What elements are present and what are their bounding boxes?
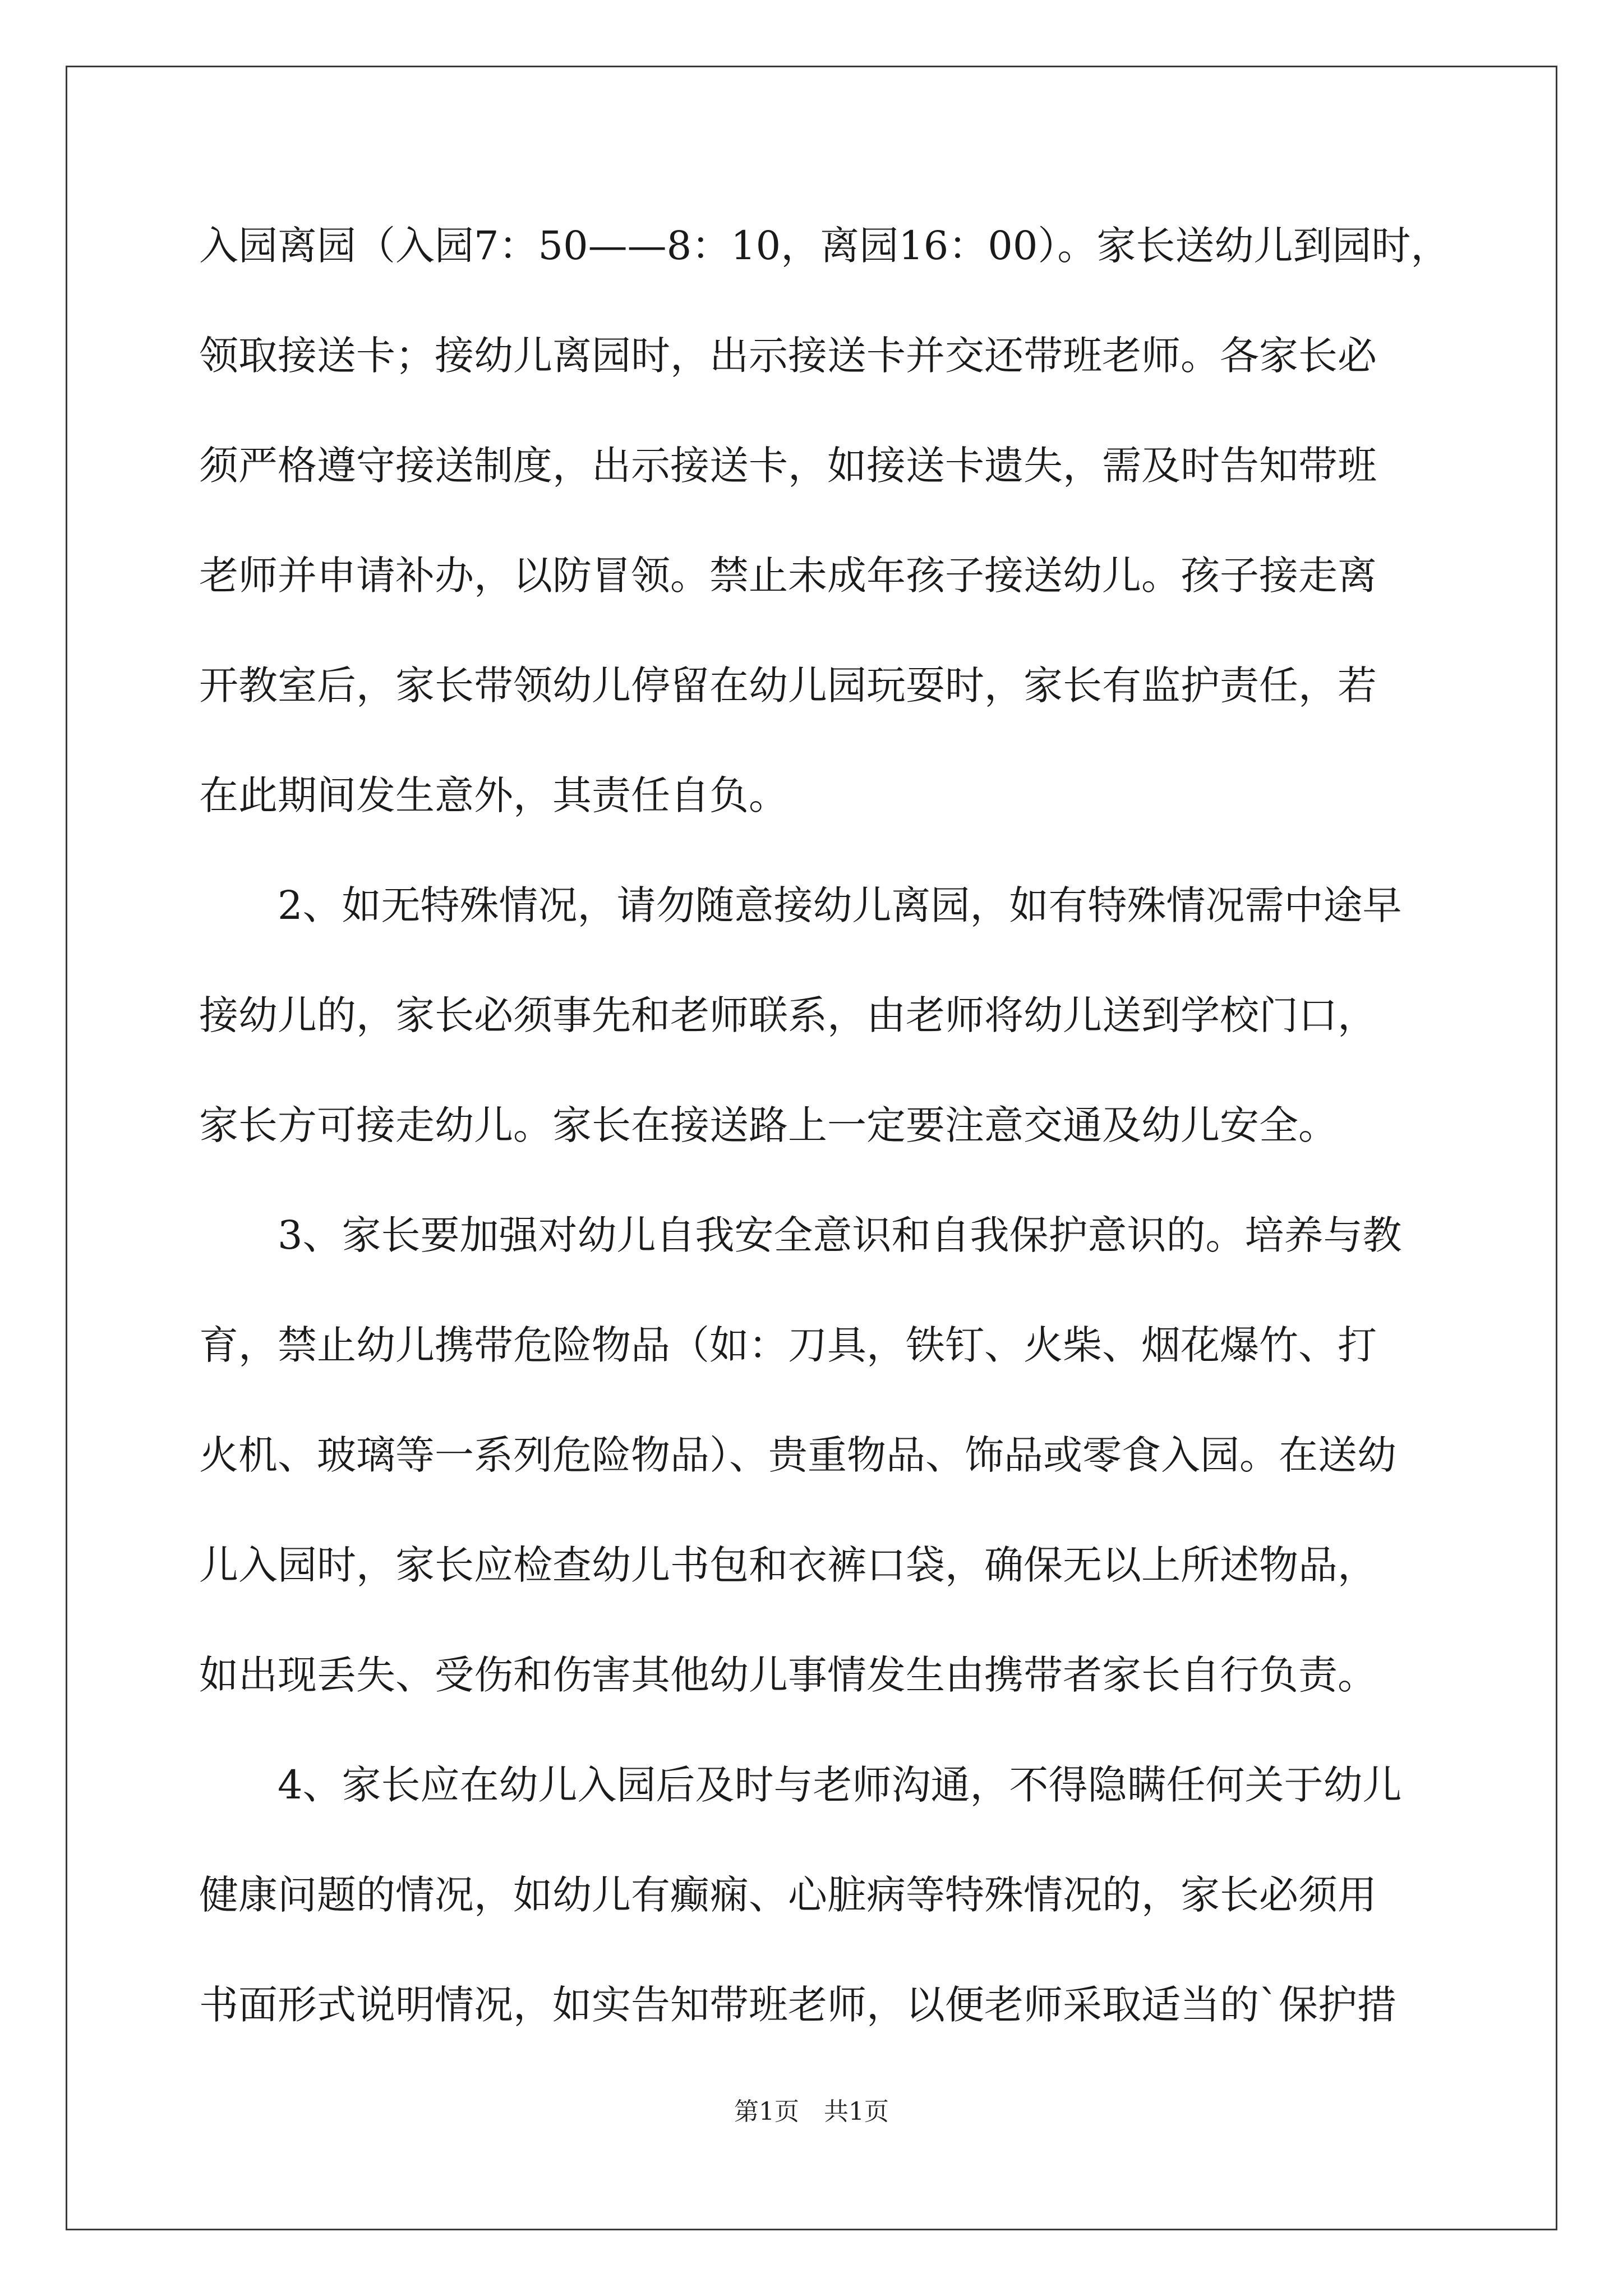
text-line-12: 火机、玻璃等一系列危险物品）、贵重物品、饰品或零食入园。在送幼: [199, 1432, 1396, 1478]
text-line: [199, 1098, 1433, 1208]
page-number-label: 第1页 共1页: [734, 2097, 889, 2126]
text-line: [199, 549, 1433, 659]
text-line-11: 育，禁止幼儿携带危险物品（如：刀具，铁钉、火柴、烟花爆竹、打: [199, 1322, 1377, 1368]
text-line-1: 入园离园（入园7：50——8：10，离园16：00）。家长送幼儿到园时，: [199, 223, 1450, 269]
text-line-9: 家长方可接走幼儿。家长在接送路上一定要注意交通及幼儿安全。: [199, 1102, 1338, 1148]
text-line-14: 如出现丢失、受伤和伤害其他幼儿事情发生由携带者家长自行负责。: [199, 1652, 1377, 1698]
text-line: [199, 878, 1433, 988]
text-line: [199, 659, 1433, 769]
text-line-10: 3、家长要加强对幼儿自我安全意识和自我保护意识的。培养与教: [199, 1212, 1402, 1258]
document-body: [199, 219, 1450, 2088]
text-line: [199, 1978, 1433, 2088]
text-line-7: 2、如无特殊情况，请勿随意接幼儿离园，如有特殊情况需中途早: [199, 882, 1402, 928]
text-line-16: 健康问题的情况，如幼儿有癫痫、心脏病等特殊情况的，家长必须用: [199, 1872, 1377, 1918]
text-line: [199, 329, 1433, 439]
text-line-13: 儿入园时，家长应检查幼儿书包和衣裤口袋，确保无以上所述物品，: [199, 1542, 1377, 1588]
text-line-15: 4、家长应在幼儿入园后及时与老师沟通，不得隐瞒任何关于幼儿: [199, 1762, 1402, 1808]
text-line-6: 在此期间发生意外，其责任自负。: [199, 772, 788, 818]
text-line: [199, 219, 1450, 329]
text-line-17: 书面形式说明情况，如实告知带班老师，以便老师采取适当的`保护措: [199, 1982, 1396, 2028]
text-line: [199, 1758, 1433, 1868]
text-line: [199, 1318, 1433, 1428]
text-line: [199, 1538, 1433, 1648]
text-line-2: 领取接送卡；接幼儿离园时，出示接送卡并交还带班老师。各家长必: [199, 333, 1377, 379]
text-line: [199, 439, 1433, 549]
text-line: [199, 1428, 1433, 1538]
text-line: [199, 1208, 1433, 1318]
text-line-3: 须严格遵守接送制度，出示接送卡，如接送卡遗失，需及时告知带班: [199, 443, 1377, 489]
text-line: [199, 769, 1433, 878]
text-line: [199, 1648, 1433, 1758]
text-line-5: 开教室后，家长带领幼儿停留在幼儿园玩耍时，家长有监护责任，若: [199, 662, 1377, 708]
text-line-4: 老师并申请补办，以防冒领。禁止未成年孩子接送幼儿。孩子接走离: [199, 553, 1377, 599]
text-line: [199, 988, 1433, 1098]
text-line-8: 接幼儿的，家长必须事先和老师联系，由老师将幼儿送到学校门口，: [199, 992, 1377, 1038]
text-line: [199, 1868, 1433, 1978]
page-footer: [0, 2095, 1623, 2129]
